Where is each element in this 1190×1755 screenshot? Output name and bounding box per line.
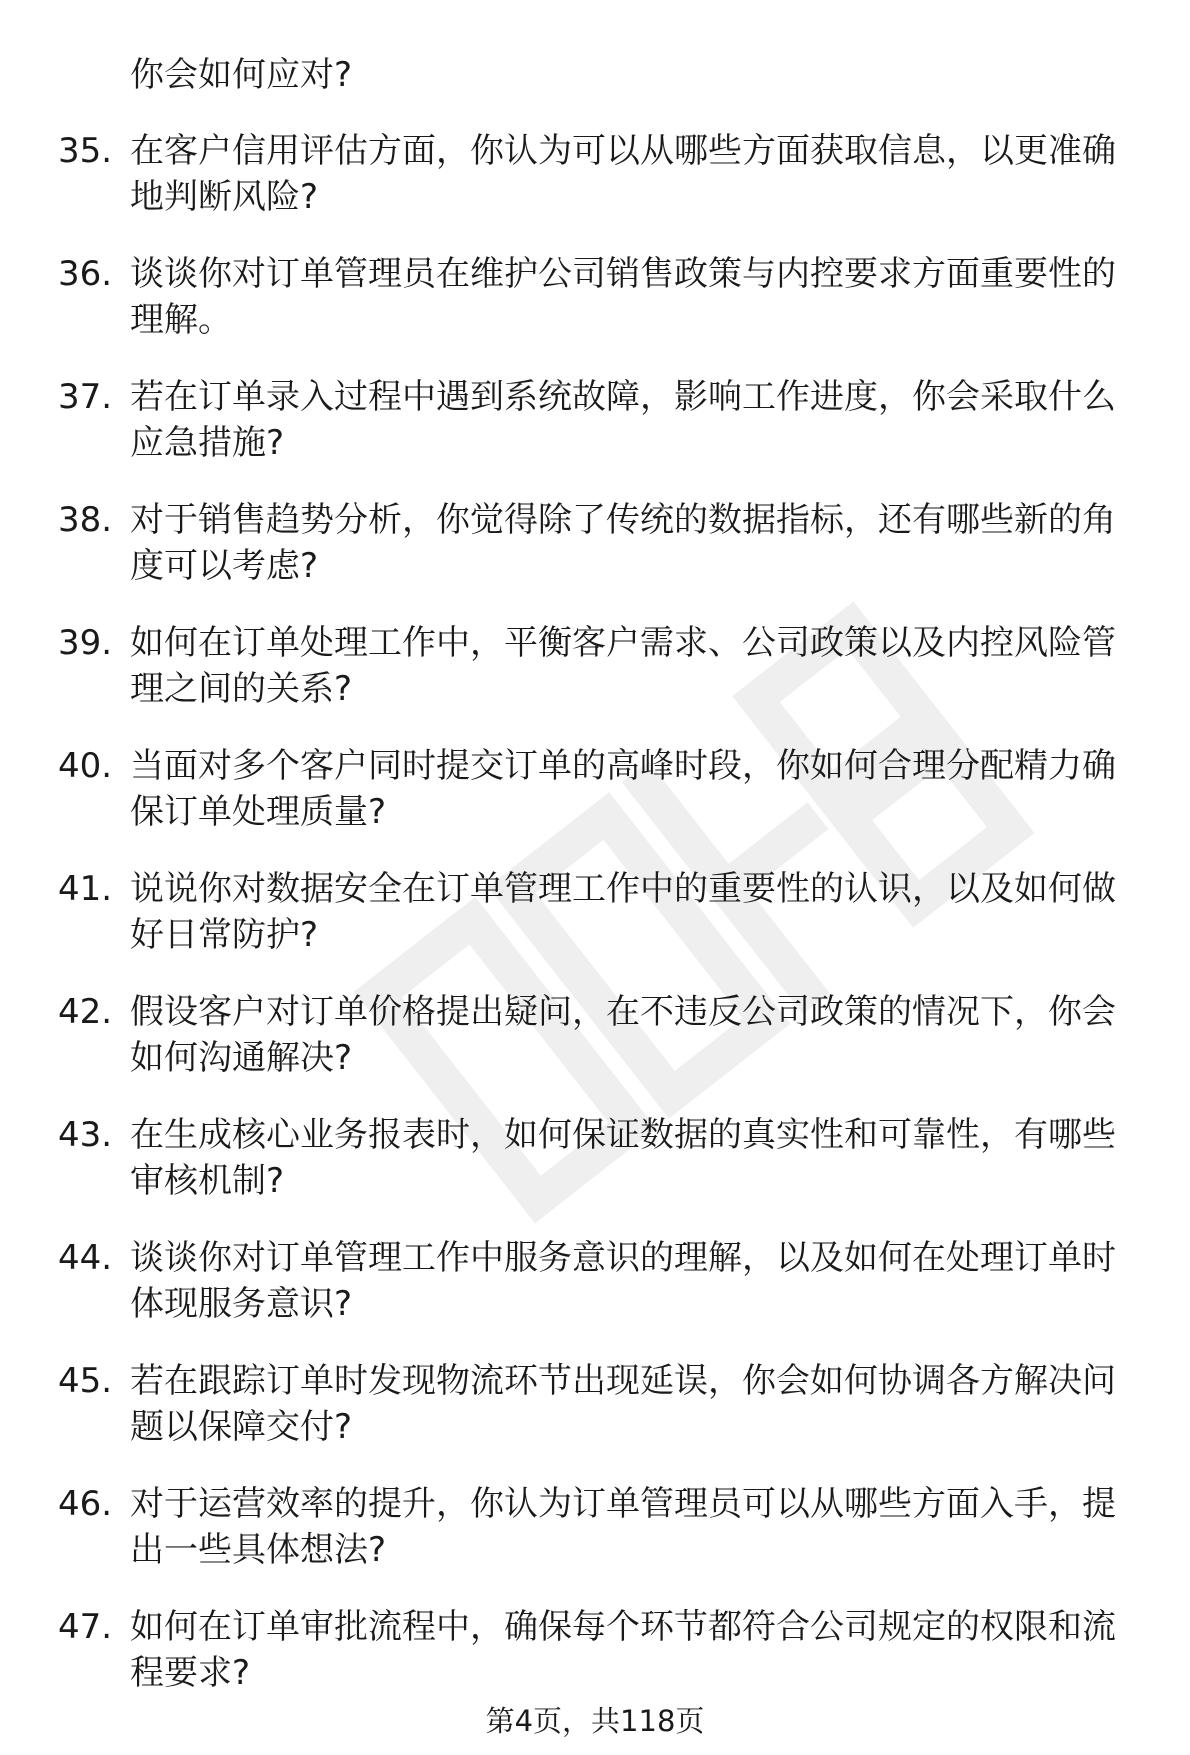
question-item xyxy=(58,1112,1148,1204)
question-number: 45. xyxy=(58,1361,113,1401)
question-number: 40. xyxy=(58,746,113,786)
question-item xyxy=(58,989,1148,1081)
question-text: 如何在订单处理工作中，平衡客户需求、公司政策以及内控风险管理之间的关系? xyxy=(130,623,1116,709)
question-item xyxy=(58,866,1148,958)
question-list xyxy=(58,128,1148,1727)
question-number: 39. xyxy=(58,623,113,663)
question-number: 35. xyxy=(58,131,113,171)
question-number: 37. xyxy=(58,377,113,417)
question-number: 41. xyxy=(58,869,113,909)
question-item xyxy=(58,374,1148,466)
question-text: 如何在订单审批流程中，确保每个环节都符合公司规定的权限和流程要求? xyxy=(130,1607,1116,1693)
question-number: 47. xyxy=(58,1607,113,1647)
question-item xyxy=(58,1235,1148,1327)
question-text: 对于销售趋势分析，你觉得除了传统的数据指标，还有哪些新的角度可以考虑? xyxy=(130,500,1116,586)
question-text: 在生成核心业务报表时，如何保证数据的真实性和可靠性，有哪些审核机制? xyxy=(130,1115,1116,1201)
question-text: 对于运营效率的提升，你认为订单管理员可以从哪些方面入手，提出一些具体想法? xyxy=(130,1484,1116,1570)
question-number: 38. xyxy=(58,500,113,540)
question-number: 42. xyxy=(58,992,113,1032)
question-text: 谈谈你对订单管理工作中服务意识的理解，以及如何在处理订单时体现服务意识? xyxy=(130,1238,1116,1324)
question-item xyxy=(58,128,1148,220)
question-text: 若在跟踪订单时发现物流环节出现延误，你会如何协调各方解决问题以保障交付? xyxy=(130,1361,1116,1447)
question-item xyxy=(58,251,1148,343)
question-item xyxy=(58,1604,1148,1696)
question-text: 假设客户对订单价格提出疑问，在不违反公司政策的情况下，你会如何沟通解决? xyxy=(130,992,1116,1078)
question-number: 44. xyxy=(58,1238,113,1278)
question-item xyxy=(58,1481,1148,1573)
question-item xyxy=(58,1358,1148,1450)
question-text: 若在订单录入过程中遇到系统故障，影响工作进度，你会采取什么应急措施? xyxy=(130,377,1116,463)
question-item xyxy=(58,497,1148,589)
question-text: 谈谈你对订单管理员在维护公司销售政策与内控要求方面重要性的理解。 xyxy=(130,254,1116,340)
question-text: 当面对多个客户同时提交订单的高峰时段，你如何合理分配精力确保订单处理质量? xyxy=(130,746,1116,832)
question-number: 46. xyxy=(58,1484,113,1524)
question-number: 43. xyxy=(58,1115,113,1155)
question-number: 36. xyxy=(58,254,113,294)
page-number-footer: 第4页，共118页 xyxy=(485,1704,705,1738)
question-text: 在客户信用评估方面，你认为可以从哪些方面获取信息，以更准确地判断风险? xyxy=(130,131,1116,217)
question-text: 说说你对数据安全在订单管理工作中的重要性的认识，以及如何做好日常防护? xyxy=(130,869,1116,955)
question-item xyxy=(58,743,1148,835)
question-continuation-line: 你会如何应对? xyxy=(130,55,353,95)
question-item xyxy=(58,620,1148,712)
